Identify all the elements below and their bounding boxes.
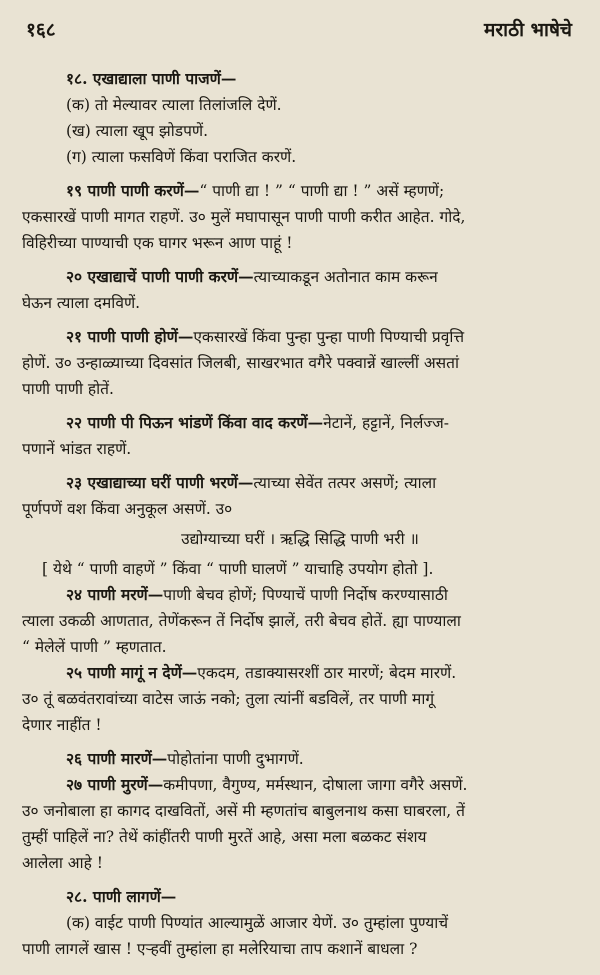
entry-heading: २६ पाणी मारणें— xyxy=(66,749,168,768)
entry-heading: २८. पाणी लागणें— xyxy=(66,887,177,906)
page-header xyxy=(22,16,578,42)
entry-27 xyxy=(22,772,578,876)
entry-line xyxy=(22,410,578,436)
entry-text: “ पाणी द्या ! ” “ पाणी द्या ! ” असें म्हणणें; xyxy=(199,182,445,200)
entry-line: पाणी लागलें खास ! एऱ्हवीं तुम्हांला हा मलेरियाचा ताप कशानें बाधला ? xyxy=(22,940,418,958)
entry-line: “ मेलेलें पाणी ” म्हणतात. xyxy=(22,638,167,656)
entry-heading: २४ पाणी मरणें— xyxy=(66,585,164,604)
entry-line: तुम्हीं पाहिलें ना? तेथें कांहींतरी पाणी मुरतें आहे, असा मला बळकट संशय xyxy=(22,828,427,846)
entry-25 xyxy=(22,660,578,738)
entry-text: पाणी बेचव होणें; पिण्याचें पाणी निर्दोष करण्यासाठी xyxy=(163,586,448,604)
entry-line: त्याला उकळी आणतात, तेणेंकरून तें निर्दोष झालें, तरी बेचव होतें. ह्या पाण्याला xyxy=(22,612,461,630)
entry-line xyxy=(22,772,578,798)
entry-line xyxy=(22,582,578,608)
entry-heading: १९ पाणी पाणी करणें— xyxy=(66,181,200,200)
entry-23 xyxy=(22,470,578,582)
entry-line: उ० तूं बळवंतरावांच्या वाटेस जाऊं नको; तुला त्यांनीं बडविलें, तर पाणी मागूं xyxy=(22,690,435,708)
verse-quote: उद्योग्याच्या घरीं । ऋद्धि सिद्धि पाणी भरी ॥ xyxy=(181,530,419,548)
entry-line xyxy=(22,324,578,350)
entry-text: कमीपणा, वैगुण्य, मर्मस्थान, दोषाला जागा वगैरे असणें. xyxy=(163,776,468,794)
entry-heading: २७ पाणी मुरणें— xyxy=(66,775,164,794)
entry-text: एकसारखें किंवा पुन्हा पुन्हा पाणी पिण्याची प्रवृत्ति xyxy=(193,328,465,346)
entry-heading: २० एखाद्याचें पाणी पाणी करणें— xyxy=(66,267,254,286)
entry-line: (क) वाईट पाणी पिण्यांत आल्यामुळें आजार येणें. उ० तुम्हांला पुण्याचें xyxy=(66,914,449,932)
entry-line xyxy=(22,264,578,290)
entry-heading: २२ पाणी पी पिऊन भांडणें किंवा वाद करणें— xyxy=(66,413,324,432)
running-title: मराठी भाषेचे xyxy=(484,19,572,41)
page-number: १६८ xyxy=(26,19,56,41)
entry-text: एकदम, तडाक्यासरशीं ठार मारणें; बेदम मारणें. xyxy=(197,664,457,682)
entry-line: पूर्णपणें वश किंवा अनुकूल असणें. उ० xyxy=(22,500,233,518)
entry-line: विहिरीच्या पाण्याची एक घागर भरून आण पाहूं ! xyxy=(22,234,293,252)
entry-sense: (क) तो मेल्यावर त्याला तिलांजलि देणें. xyxy=(66,96,282,114)
entry-21 xyxy=(22,324,578,402)
entry-19 xyxy=(22,178,578,256)
entry-line: एकसारखें पाणी मागत राहणें. उ० मुलें मघापासून पाणी पाणी करीत आहेत. गोदे, xyxy=(22,208,466,226)
entry-text: नेटानें, हट्टानें, निर्लज्ज- xyxy=(323,414,450,432)
entry-20 xyxy=(22,264,578,316)
entry-line xyxy=(22,178,578,204)
entry-line xyxy=(22,470,578,496)
entry-line xyxy=(22,660,578,686)
entry-line: होणें. उ० उन्हाळ्याच्या दिवसांत जिलबी, साखरभात वगैरे पक्वान्नें खाल्लीं असतां xyxy=(22,354,459,372)
entry-line: पाणी पाणी होतें. xyxy=(22,380,114,398)
entry-22 xyxy=(22,410,578,462)
entry-line: घेऊन त्याला दमविणें. xyxy=(22,294,141,312)
editorial-note: [ येथे “ पाणी वाहणें ” किंवा “ पाणी घालणें ” याचाहि उपयोग होतो ]. xyxy=(42,560,434,578)
entry-line: पणानें भांडत राहणें. xyxy=(22,440,132,458)
entry-line: आलेला आहे ! xyxy=(22,854,104,872)
entry-24 xyxy=(22,582,578,660)
entry-line xyxy=(22,746,578,772)
entry-text: त्याच्या सेवेंत तत्पर असणें; त्याला xyxy=(253,474,437,492)
entry-text: पोहोतांना पाणी दुभागणें. xyxy=(167,750,304,768)
entry-28 xyxy=(22,884,578,962)
entry-heading: २१ पाणी पाणी होणें— xyxy=(66,327,194,346)
entry-heading: २५ पाणी मागूं न देणें— xyxy=(66,663,198,682)
entry-26 xyxy=(22,746,578,772)
entry-text: त्याच्याकडून अतोनात काम करून xyxy=(253,268,438,286)
entry-sense: (ख) त्याला खूप झोडपणें. xyxy=(66,122,209,140)
entry-heading: २३ एखाद्याच्या घरीं पाणी भरणें— xyxy=(66,473,254,492)
entry-sense: (ग) त्याला फसविणें किंवा पराजित करणें. xyxy=(66,148,297,166)
entry-line: उ० जनोबाला हा कागद दाखवितों, असें मी म्हणतांच बाबुलनाथ कसा घाबरला, तें xyxy=(22,802,465,820)
entry-heading: १८. एखाद्याला पाणी पाजणें— xyxy=(66,69,237,88)
entry-18 xyxy=(22,66,578,170)
entry-line: देणार नाहींत ! xyxy=(22,716,102,734)
